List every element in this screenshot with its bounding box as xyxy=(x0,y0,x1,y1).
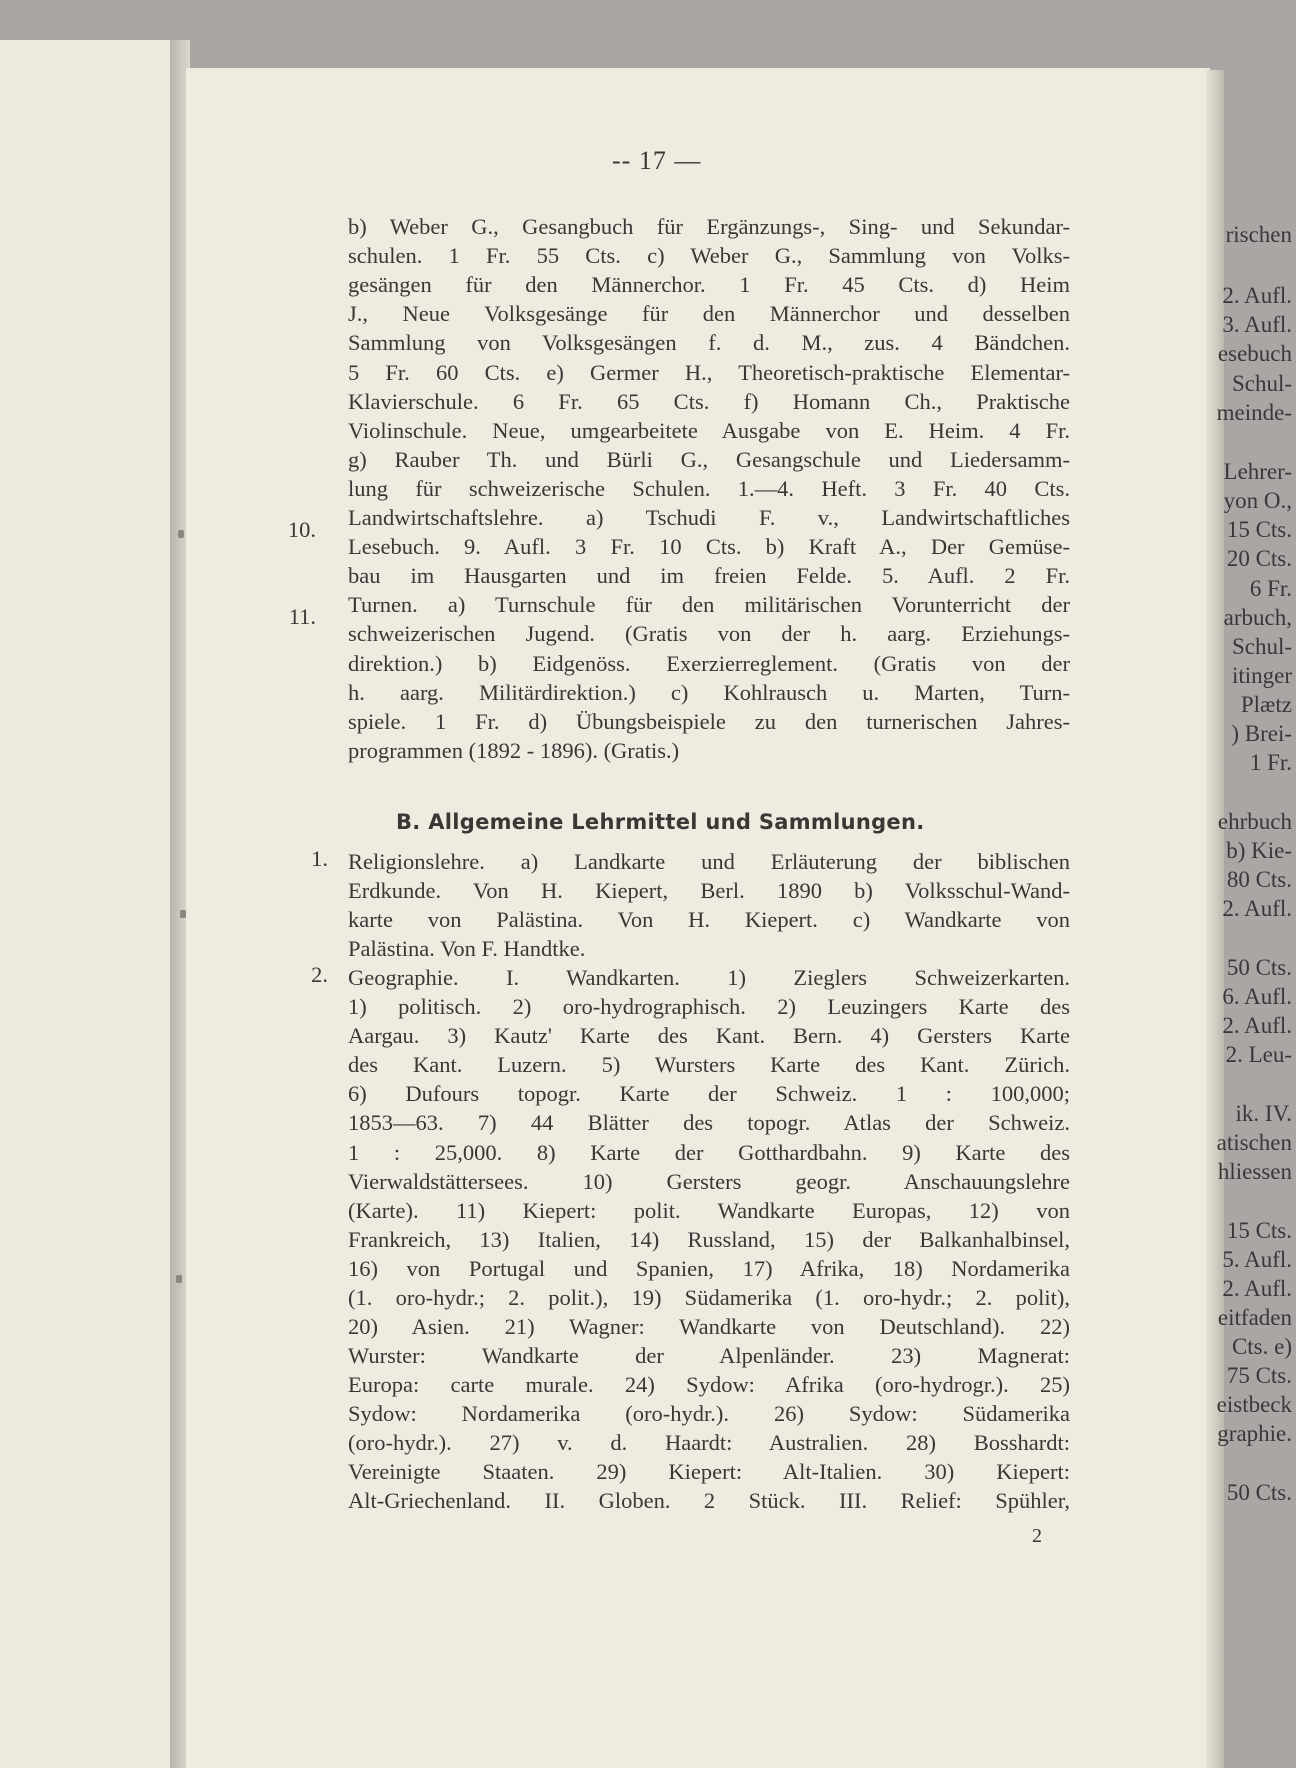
text-line: Turnen. a) Turnschule für den militärischen Vorunterricht der xyxy=(348,592,1070,618)
text-line: Vierwaldstättersees. 10) Gersters geogr. Anschauungslehre xyxy=(348,1168,1070,1194)
section-heading: B. Allgemeine Lehrmittel und Sammlungen. xyxy=(396,810,925,834)
text-line: J., Neue Volksgesänge für den Männerchor und desselben xyxy=(348,301,1070,327)
left-page-fragment: meinde- xyxy=(1216,400,1292,425)
left-page-fragment: 2. Aufl. xyxy=(1222,1276,1292,1301)
left-page-fragment: ) Brei- xyxy=(1231,721,1292,746)
text-line: schweizerischen Jugend. (Gratis von der h. aarg. Erziehungs- xyxy=(348,621,1070,647)
text-line: 20) Asien. 21) Wagner: Wandkarte von Deutschland). 22) xyxy=(348,1313,1070,1339)
text-line: bau im Hausgarten und im freien Felde. 5. Aufl. 2 Fr. xyxy=(348,563,1070,589)
left-page-fragment: 3. Aufl. xyxy=(1222,312,1292,337)
left-page-fragment: Schul- xyxy=(1231,634,1292,659)
text-line: g) Rauber Th. und Bürli G., Gesangschule und Liedersamm- xyxy=(348,446,1070,472)
left-page-fragment: rischen xyxy=(1225,222,1292,247)
text-line: des Kant. Luzern. 5) Wursters Karte des Kant. Zürich. xyxy=(348,1052,1070,1078)
text-line: Sammlung von Volksgesängen f. d. M., zus. 4 Bändchen. xyxy=(348,330,1070,356)
text-line: (1. oro-hydr.; 2. polit.), 19) Südamerika (1. oro-hydr.; 2. polit), xyxy=(348,1284,1070,1310)
left-page-fragment: arbuch, xyxy=(1223,605,1292,630)
left-page-fragment: 15 Cts. xyxy=(1226,517,1292,542)
text-line: spiele. 1 Fr. d) Übungsbeispiele zu den turnerischen Jahres- xyxy=(348,708,1070,734)
item-number: 1. xyxy=(311,846,328,871)
left-page-fragment: eistbeck xyxy=(1216,1392,1292,1417)
left-page-fragment: Cts. e) xyxy=(1231,1334,1292,1359)
text-line: Religionslehre. a) Landkarte und Erläuterung der biblischen xyxy=(348,849,1070,874)
speck xyxy=(178,530,184,538)
speck xyxy=(180,910,186,918)
left-page-fragment: 5. Aufl. xyxy=(1222,1247,1292,1272)
text-line: 1) politisch. 2) oro-hydrographisch. 2) Leuzingers Karte des xyxy=(348,994,1070,1020)
left-page-fragment: 50 Cts. xyxy=(1226,955,1292,980)
text-line: (Karte). 11) Kiepert: polit. Wandkarte Europas, 12) von xyxy=(348,1197,1070,1223)
text-line: Lesebuch. 9. Aufl. 3 Fr. 10 Cts. b) Kraft A., Der Gemüse- xyxy=(348,534,1070,560)
left-page-fragment: 75 Cts. xyxy=(1226,1363,1292,1388)
text-line: karte von Palästina. Von H. Kiepert. c) Wandkarte von xyxy=(348,907,1070,933)
text-line: Erdkunde. Von H. Kiepert, Berl. 1890 b) Volksschul-Wand- xyxy=(348,878,1070,904)
text-line: programmen (1892 - 1896). (Gratis.) xyxy=(348,737,680,763)
left-page-fragment: 2. Aufl. xyxy=(1222,896,1292,921)
text-line: Violinschule. Neue, umgearbeitete Ausgabe von E. Heim. 4 Fr. xyxy=(348,417,1070,443)
left-page xyxy=(0,40,182,1768)
left-page-fragment: 2. Leu- xyxy=(1225,1042,1292,1067)
text-line: Aargau. 3) Kautz' Karte des Kant. Bern. 4) Gersters Karte xyxy=(348,1023,1070,1049)
text-line: Alt-Griechenland. II. Globen. 2 Stück. III. Relief: Spühler, xyxy=(348,1488,1070,1514)
left-page-fragment: 1 Fr. xyxy=(1249,750,1292,775)
signature-mark: 2 xyxy=(1032,1525,1042,1547)
item-number: 2. xyxy=(311,962,328,987)
left-page-fragment: b) Kie- xyxy=(1226,838,1292,863)
text-line: schulen. 1 Fr. 55 Cts. c) Weber G., Sammlung von Volks- xyxy=(348,243,1070,269)
text-line: 16) von Portugal und Spanien, 17) Afrika, 18) Nordamerika xyxy=(348,1255,1070,1281)
text-line: Sydow: Nordamerika (oro-hydr.). 26) Sydow: Südamerika xyxy=(348,1400,1070,1426)
text-line: Europa: carte murale. 24) Sydow: Afrika (oro-hydrogr.). 25) xyxy=(348,1371,1070,1397)
text-line: direktion.) b) Eidgenöss. Exerzierreglement. (Gratis von der xyxy=(348,650,1070,676)
page-number: -- 17 — xyxy=(612,146,702,175)
left-page-fragment: 2. Aufl. xyxy=(1222,283,1292,308)
text-line: gesängen für den Männerchor. 1 Fr. 45 Cts. d) Heim xyxy=(348,272,1070,298)
item-number: 10. xyxy=(287,517,316,542)
left-page-fragment: eitfaden xyxy=(1217,1305,1292,1330)
text-line: 1 : 25,000. 8) Karte der Gotthardbahn. 9) Karte des xyxy=(348,1139,1070,1165)
left-page-fragment: graphie. xyxy=(1217,1421,1292,1446)
left-page-fragment: Lehrer- xyxy=(1223,459,1292,484)
text-line: Klavierschule. 6 Fr. 65 Cts. f) Homann Ch., Praktische xyxy=(348,388,1070,414)
left-page-fragment: 6. Aufl. xyxy=(1222,984,1292,1009)
page-edge xyxy=(1206,70,1224,1768)
left-page-fragment: itinger xyxy=(1231,663,1292,688)
text-line: Geographie. I. Wandkarten. 1) Zieglers Schweizerkarten. xyxy=(348,965,1070,991)
left-page-fragment: 6 Fr. xyxy=(1249,576,1292,601)
left-page-fragment: 15 Cts. xyxy=(1226,1218,1292,1243)
text-line: 6) Dufours topogr. Karte der Schweiz. 1 : 100,000; xyxy=(348,1081,1070,1107)
text-line: lung für schweizerische Schulen. 1.—4. Heft. 3 Fr. 40 Cts. xyxy=(348,475,1070,501)
text-line: 5 Fr. 60 Cts. e) Germer H., Theoretisch-praktische Elementar- xyxy=(348,359,1070,385)
item-number: 11. xyxy=(288,604,316,629)
text-line: b) Weber G., Gesangbuch für Ergänzungs-, Sing- und Sekundar- xyxy=(348,214,1070,239)
left-page-fragment: yon O., xyxy=(1223,488,1292,513)
left-page-fragment: Schul- xyxy=(1231,371,1292,396)
left-page-fragment: ehrbuch xyxy=(1217,809,1292,834)
text-line: Palästina. Von F. Handtke. xyxy=(348,936,586,962)
text-line: (oro-hydr.). 27) v. d. Haardt: Australien. 28) Bosshardt: xyxy=(348,1430,1070,1455)
text-line: Wurster: Wandkarte der Alpenländer. 23) Magnerat: xyxy=(348,1342,1070,1368)
left-page-fragment: ik. IV. xyxy=(1235,1101,1292,1126)
text-line: Vereinigte Staaten. 29) Kiepert: Alt-Italien. 30) Kiepert: xyxy=(348,1459,1070,1485)
text-line: Frankreich, 13) Italien, 14) Russland, 15) der Balkanhalbinsel, xyxy=(348,1226,1070,1252)
text-line: 1853—63. 7) 44 Blätter des topogr. Atlas der Schweiz. xyxy=(348,1110,1070,1136)
left-page-fragment: atischen xyxy=(1216,1130,1292,1155)
left-page-fragment: 80 Cts. xyxy=(1226,867,1292,892)
left-page-fragment: 20 Cts. xyxy=(1226,546,1292,571)
speck xyxy=(176,1275,182,1283)
left-page-fragment: Plætz xyxy=(1240,692,1292,717)
left-page-fragment: esebuch xyxy=(1217,341,1292,366)
left-page-fragment: hliessen xyxy=(1217,1159,1292,1184)
left-page-fragment: 50 Cts. xyxy=(1226,1480,1292,1505)
left-page-fragment: 2. Aufl. xyxy=(1222,1013,1292,1038)
text-line: Landwirtschaftslehre. a) Tschudi F. v., Landwirtschaftliches xyxy=(348,505,1070,530)
text-line: h. aarg. Militärdirektion.) c) Kohlrausch u. Marten, Turn- xyxy=(348,679,1070,705)
